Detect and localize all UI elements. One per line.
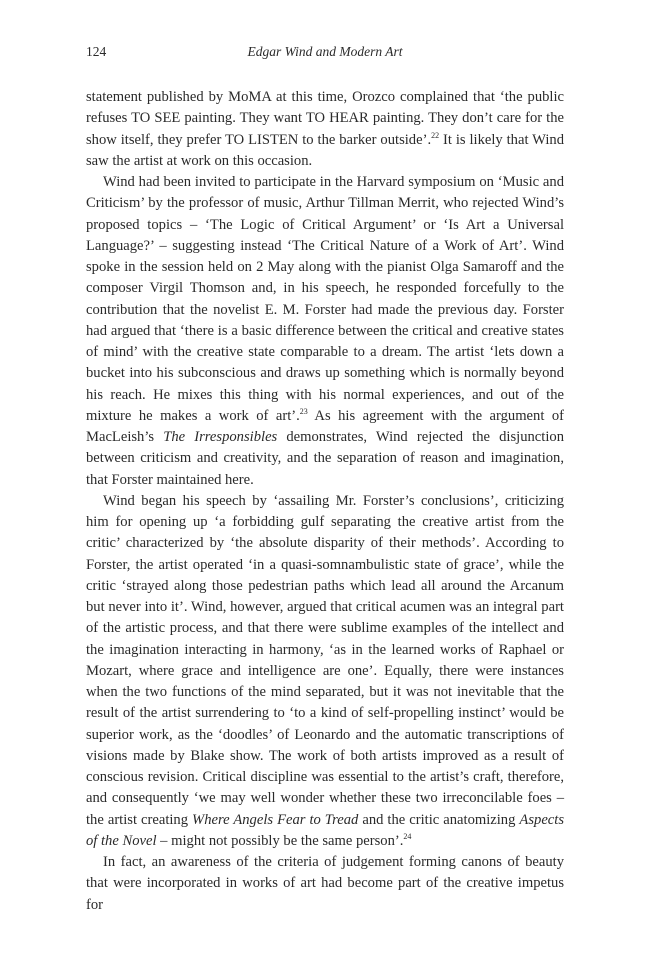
footnote-marker: 24: [403, 831, 412, 841]
text-run: In fact, an awareness of the criteria of judgement forming canons of beauty that were incorporated in works of art had become part of the creative impetus for: [86, 854, 564, 913]
running-head: [86, 44, 564, 64]
italic-title: Aspects of the Novel: [86, 811, 565, 849]
text-run: Wind had been invited to participate in the Harvard symposium on ‘Music and Criticism’ by the professor of music, Arthur Tillman Merrit, who rejected Wind’s proposed topics – ‘The Logic of Critical Argument’ or ‘Is Art a Universal Language?’ – suggesting instead ‘The Critical Nature of a Work of Art’. Wind spoke in the session held on 2 May along with the pianist Olga Samaroff and the composer Virgil Thomson and, in his speech, he responded forcefully to the contribution that the novelist E. M. Forster had made the previous day. Forster had argued that ‘there is a basic difference between the critical and creative states of mind’ with the creative state comparable to a dream. The artist ‘lets down a bucket into his subconscious and draws up something which is normally beyond his reach. He mixes this thing with his normal experiences, and out of the mixture he makes a work of art’.: [86, 174, 564, 424]
paragraph: [86, 87, 564, 172]
text-run: – might not possibly be the same person’.: [156, 832, 404, 849]
text-run: statement published by MoMA at this time, Orozco complained that ‘the public refuses TO SEE painting. They want TO HEAR painting. They don’t care for the show itself, they prefer TO LISTEN to the barker outside’.: [86, 89, 564, 148]
paragraph: [86, 852, 564, 916]
italic-title: Where Angels Fear to Tread: [192, 811, 359, 828]
body-text: [86, 87, 564, 916]
text-run: It is likely that Wind saw the artist at work on this occasion.: [86, 131, 564, 169]
footnote-marker: 23: [299, 406, 308, 416]
italic-title: The Irresponsibles: [163, 429, 278, 445]
text-run: Wind began his speech by ‘assailing Mr. Forster’s conclusions’, criticizing him for opening up ‘a forbidding gulf separating the creative artist from the critic’ characterized by ‘the absolute disparity of their methods’. According to Forster, the artist operated ‘in a quasi-somnambulistic state of grace’, while the critic ‘strayed along those pedestrian paths which lead all around the Arcanum but never into it’. Wind, however, argued that critical acumen was an integral part of the artistic process, and that there were sublime examples of the intellect and the imagination interacting in harmony, ‘as in the learned works of Raphael or Mozart, where grace and intelligence are one’. Equally, there were instances when the two functions of the mind separated, but it was not inevitable that the result of the artist surrendering to ‘to a kind of self-propelling instinct’ would be superior work, as the ‘doodles’ of Leonardo and the automatic transcriptions of visions made by Blake show. The work of both artists improved as a result of conscious revision. Critical discipline was essential to the artist’s craft, therefore, and consequently ‘we may well wonder whether these two irreconcilable foes – the artist creating: [86, 492, 564, 828]
text-run: demonstrates, Wind rejected the disjunction between criticism and creativity, and the separation of reason and imagination, that Forster maintained here.: [86, 429, 564, 488]
footnote-marker: 22: [431, 130, 440, 140]
text-run: As his agreement with the argument of MacLeish’s: [86, 407, 565, 445]
page-number: 124: [86, 44, 107, 59]
running-title: Edgar Wind and Modern Art: [247, 44, 403, 59]
text-run: and the critic anatomizing: [358, 811, 520, 828]
paragraph: [86, 491, 564, 852]
paragraph: [86, 172, 564, 491]
